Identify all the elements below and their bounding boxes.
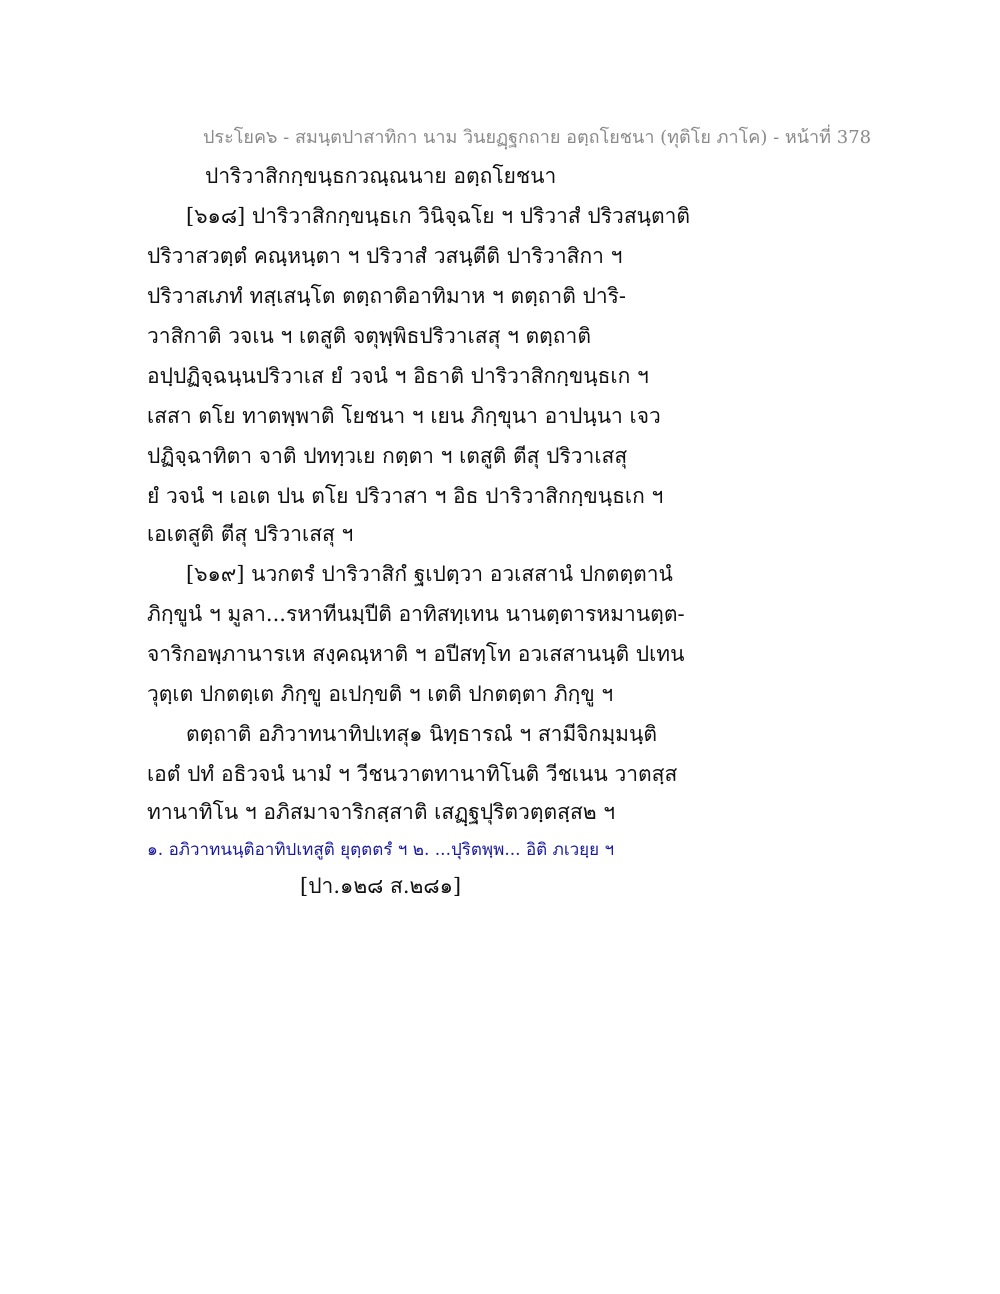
- text-line: ภิกฺขูนํ ฯ มูลา...รหาทีนมฺปีติ อาทิสทฺเทน นานตฺตารหมานตฺต-: [147, 602, 685, 626]
- text-line: ปริวาสวตฺตํ คณฺหนฺตา ฯ ปริวาสํ วสนฺตีติ ปาริวาสิกา ฯ: [147, 244, 623, 268]
- text-line: [๖๑๙] นวกตรํ ปาริวาสิกํ ฐเปตฺวา อวเสสานํ ปกตตฺตานํ: [186, 562, 673, 586]
- text-line: เอเตสูติ ตีสุ ปริวาเสสุ ฯ: [147, 522, 354, 546]
- page-reference: [ปา.๑๒๘ ส.๒๘๑]: [300, 874, 462, 898]
- text-line: เอตํ ปทํ อธิวจนํ นามํ ฯ วีชนวาตทานาทิโนติ วีชเนน วาตสฺส: [147, 762, 678, 786]
- text-line: เสสา ตโย ทาตพฺพาติ โยชนา ฯ เยน ภิกฺขุนา อาปนฺนา เจว: [147, 404, 661, 428]
- page-header: ประโยค๖ - สมนฺตปาสาทิกา นาม วินยฏฺฐกถาย อตฺถโยชนา (ทุติโย ภาโค) - หน้าที่ 378: [203, 127, 872, 148]
- text-line: วุตฺเต ปกตตฺเต ภิกฺขู อเปกฺขติ ฯ เตติ ปกตตฺตา ภิกฺขู ฯ: [147, 682, 614, 706]
- text-line: ตตฺถาติ อภิวาทนาทิปเทสุ๑ นิทฺธารณํ ฯ สามีจิกมฺมนฺติ: [186, 722, 658, 746]
- text-line: วาสิกาติ วจเน ฯ เตสูติ จตุพฺพิธปริวาเสสุ ฯ ตตฺถาติ: [147, 324, 591, 348]
- text-line: ปฏิจฺฉาทิตา จาติ ปททฺวเย กตฺตา ฯ เตสูติ ตีสุ ปริวาเสสุ: [147, 444, 628, 468]
- text-line: จาริกอพฺภานารเห สงฺคณฺหาติ ฯ อปีสทฺโท อวเสสานนฺติ ปเทน: [147, 642, 685, 666]
- text-line: ปริวาสเภทํ ทสฺเสนฺโต ตตฺถาติอาทิมาห ฯ ตตฺถาติ ปาริ-: [147, 284, 627, 308]
- text-line: [๖๑๘] ปาริวาสิกกฺขนฺธเก วินิจฺฉโย ฯ ปริวาสํ ปริวสนฺตาติ: [186, 204, 691, 228]
- text-line: อปฺปฏิจฺฉนฺนปริวาเส ยํ วจนํ ฯ อิธาติ ปาริวาสิกกฺขนฺธเก ฯ: [147, 364, 649, 388]
- section-title: ปาริวาสิกกฺขนฺธกวณฺณนาย อตฺถโยชนา: [205, 164, 557, 188]
- text-line: ยํ วจนํ ฯ เอเต ปน ตโย ปริวาสา ฯ อิธ ปาริวาสิกกฺขนฺธเก ฯ: [147, 484, 664, 508]
- text-line: ทานาทิโน ฯ อภิสมาจาริกสฺสาติ เสฏฺฐปุริตวตฺตสฺส๒ ฯ: [147, 800, 616, 824]
- footnote: ๑. อภิวาทนนฺติอาทิปเทสูติ ยุตฺตตรํ ฯ ๒. ...ปุริตพฺพ... อิติ ภเวยฺย ฯ: [147, 840, 615, 860]
